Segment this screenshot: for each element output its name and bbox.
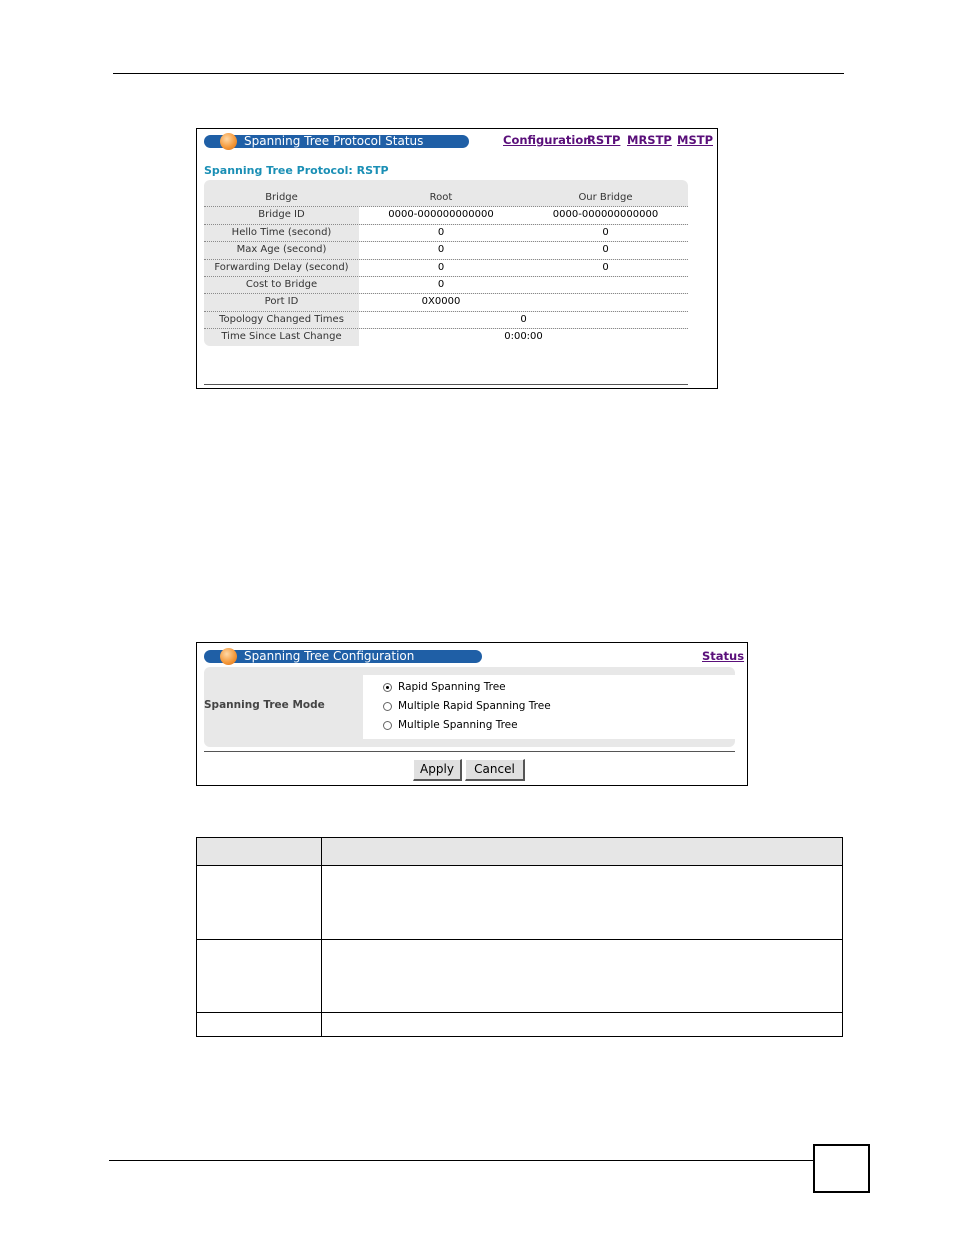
panel-divider: [204, 751, 735, 752]
label-cell: [197, 866, 322, 940]
panel-divider: [204, 384, 688, 385]
radio-rapid-spanning-tree[interactable]: [383, 681, 506, 693]
row-label: Hello Time (second): [231, 226, 332, 238]
protocol-heading: Spanning Tree Protocol: RSTP: [204, 164, 389, 177]
radio-multiple-spanning-tree[interactable]: [383, 719, 518, 731]
col-header-root: Root: [429, 192, 453, 203]
spanning-tree-mode-label: Spanning Tree Mode: [204, 699, 325, 711]
radio-button[interactable]: [383, 721, 392, 730]
col-header-our-bridge: Our Bridge: [578, 192, 633, 203]
table-header-row: [204, 190, 688, 207]
row-label: Bridge ID: [258, 209, 305, 221]
radio-button[interactable]: [383, 683, 392, 692]
page-footer-rule: [109, 1160, 814, 1161]
page-header-rule: [113, 73, 844, 74]
our-bridge-value: 0000-000000000000: [523, 207, 688, 223]
orb-icon: [220, 648, 237, 665]
spanning-value: 0: [359, 312, 688, 328]
config-panel: [196, 642, 748, 786]
link-mrstp[interactable]: MRSTP: [627, 133, 672, 147]
header-cell-description: [322, 838, 843, 866]
table-row: [204, 207, 688, 224]
root-value: 0: [359, 225, 523, 241]
status-table: [204, 190, 688, 346]
link-rstp[interactable]: RSTP: [587, 133, 621, 147]
link-configuration[interactable]: Configuration: [503, 133, 592, 147]
config-title: Spanning Tree Configuration: [244, 649, 415, 663]
spanning-value: 0:00:00: [359, 329, 688, 345]
status-title-bar: [204, 135, 469, 148]
table-row: [197, 1013, 843, 1037]
root-value: 0000-000000000000: [359, 207, 523, 223]
table-row: [204, 329, 688, 345]
table-row: [204, 277, 688, 294]
table-row: [204, 260, 688, 277]
row-label: Forwarding Delay (second): [214, 261, 349, 273]
table-header-row: [197, 838, 843, 866]
col-header-bridge: Bridge: [265, 192, 298, 203]
our-bridge-value: [523, 277, 688, 293]
cancel-button[interactable]: Cancel: [465, 759, 525, 781]
status-title: Spanning Tree Protocol Status: [244, 134, 424, 148]
description-cell: [322, 1013, 843, 1037]
page-number-box: [813, 1144, 870, 1193]
orb-icon: [220, 133, 237, 150]
root-value: 0X0000: [359, 294, 523, 310]
our-bridge-value: 0: [523, 260, 688, 276]
root-value: 0: [359, 242, 523, 258]
row-label: Cost to Bridge: [245, 278, 318, 290]
radio-multiple-rapid-spanning-tree[interactable]: [383, 700, 551, 712]
root-value: 0: [359, 260, 523, 276]
row-label: Topology Changed Times: [219, 313, 344, 325]
label-cell: [197, 1013, 322, 1037]
row-label: Port ID: [264, 296, 299, 308]
row-label: Time Since Last Change: [221, 331, 342, 343]
link-mstp[interactable]: MSTP: [677, 133, 713, 147]
table-row: [204, 294, 688, 311]
label-cell: [197, 940, 322, 1013]
radio-label: Rapid Spanning Tree: [398, 681, 506, 693]
radio-label: Multiple Rapid Spanning Tree: [398, 700, 551, 712]
radio-label: Multiple Spanning Tree: [398, 719, 518, 731]
root-value: 0: [359, 277, 523, 293]
row-label: Max Age (second): [236, 244, 327, 256]
description-cell: [322, 866, 843, 940]
table-row: [204, 225, 688, 242]
our-bridge-value: 0: [523, 242, 688, 258]
link-status[interactable]: Status: [702, 649, 745, 663]
description-cell: [322, 940, 843, 1013]
table-row: [204, 312, 688, 329]
table-row: [204, 242, 688, 259]
apply-button[interactable]: Apply: [413, 759, 462, 781]
radio-button[interactable]: [383, 702, 392, 711]
table-row: [197, 866, 843, 940]
field-description-table: [196, 837, 843, 1037]
status-panel: [196, 128, 718, 389]
header-cell-label: [197, 838, 322, 866]
our-bridge-value: [523, 294, 688, 310]
our-bridge-value: 0: [523, 225, 688, 241]
table-row: [197, 940, 843, 1013]
config-title-bar: [204, 650, 482, 663]
